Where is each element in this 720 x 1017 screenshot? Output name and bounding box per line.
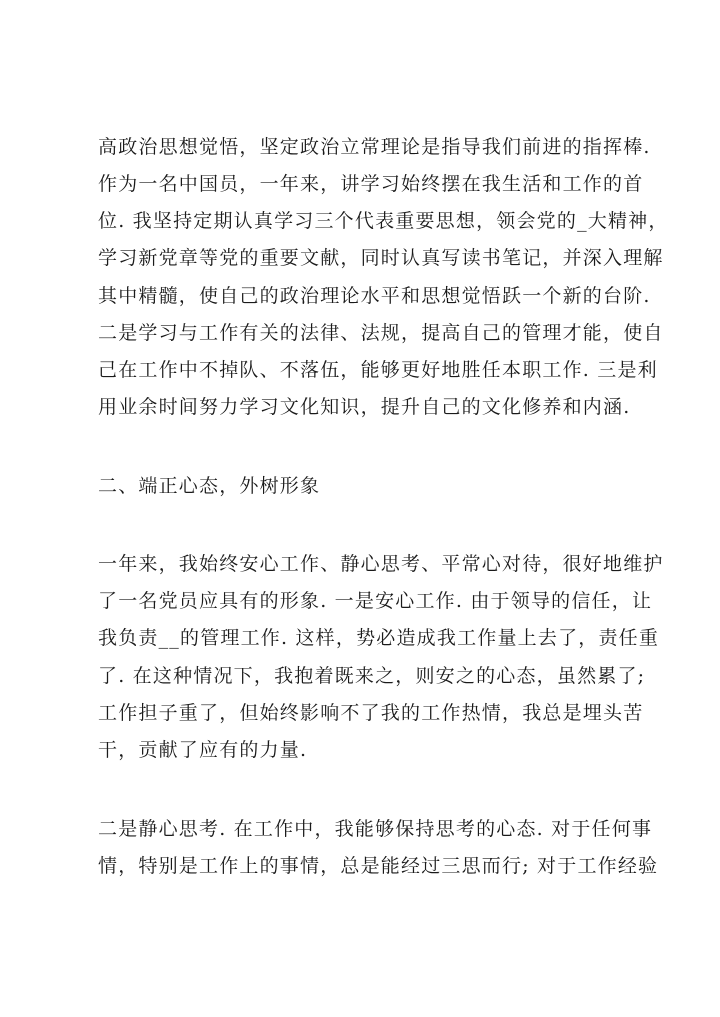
- text-line: 其中精髓，使自己的政治理论水平和思想觉悟跃一个新的台阶.: [98, 285, 651, 307]
- text-line: 高政治思想觉悟，坚定政治立常理论是指导我们前进的指挥棒.: [98, 136, 651, 158]
- text-line: 一年来，我始终安心工作、静心思考、平常心对待，很好地维护: [98, 553, 664, 575]
- text-line: 二是静心思考. 在工作中，我能够保持思考的心态. 对于任何事: [98, 818, 653, 840]
- text-line: 用业余时间努力学习文化知识，提升自己的文化修养和内涵.: [98, 396, 631, 418]
- text-line: 作为一名中国员，一年来，讲学习始终摆在我生活和工作的首: [98, 173, 644, 195]
- text-line: 我负责__的管理工作. 这样，势必造成我工作量上去了，责任重: [98, 627, 660, 649]
- text-line: 情，特别是工作上的事情，总是能经过三思而行; 对于工作经验: [98, 855, 659, 877]
- text-line: 了一名党员应具有的形象. 一是安心工作. 由于领导的信任，让: [98, 590, 653, 612]
- text-line: 学习新党章等党的重要文献，同时认真写读书笔记，并深入理解: [98, 247, 664, 269]
- text-line: 己在工作中不掉队、不落伍，能够更好地胜任本职工作. 三是利: [98, 359, 658, 381]
- text-line: 了. 在这种情况下，我抱着既来之，则安之的心态，虽然累了;: [98, 665, 646, 687]
- section-heading: 二、端正心态，外树形象: [98, 475, 321, 497]
- text-line: 干，贡献了应有的力量.: [98, 739, 308, 761]
- text-line: 工作担子重了，但始终影响不了我的工作热情，我总是埋头苦: [98, 702, 644, 724]
- text-line: 二是学习与工作有关的法律、法规，提高自己的管理才能，使自: [98, 322, 664, 344]
- text-line: 位. 我坚持定期认真学习三个代表重要思想，领会党的_大精神，: [98, 210, 669, 232]
